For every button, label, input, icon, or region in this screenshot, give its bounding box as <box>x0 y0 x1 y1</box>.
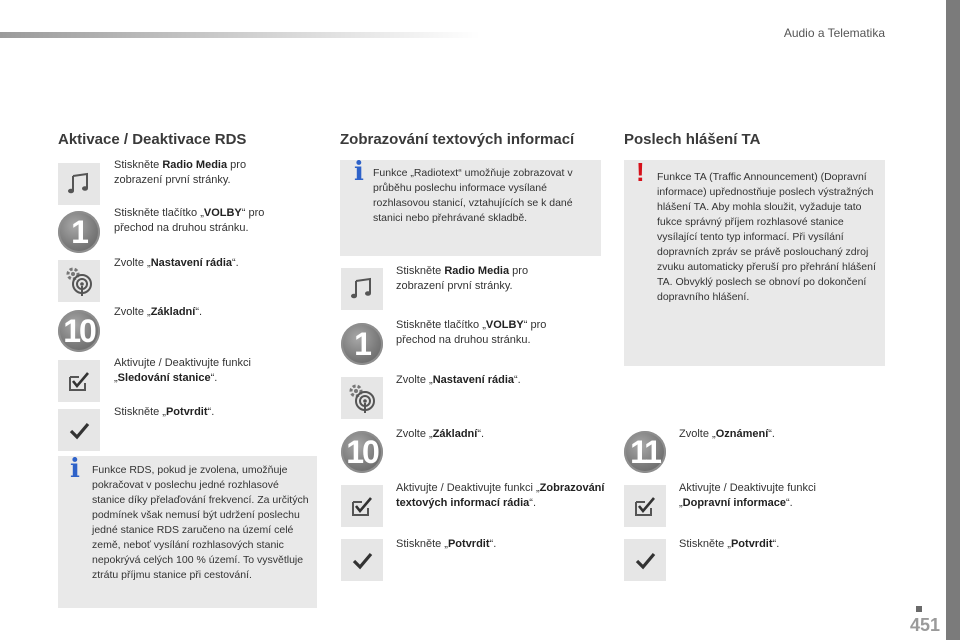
checkmark-icon <box>58 409 100 451</box>
checkbox-icon <box>341 485 383 527</box>
radio-settings-icon <box>341 377 383 419</box>
music-note-icon <box>341 268 383 310</box>
step-badge: 10 <box>58 310 100 352</box>
radio-settings-icon <box>58 260 100 302</box>
checkmark-icon <box>624 539 666 581</box>
checkbox-icon <box>624 485 666 527</box>
page-marker <box>916 606 922 612</box>
col1-step5-text: Aktivujte / Deaktivujte funkci „Sledování stanice“. <box>114 357 251 384</box>
page-edge-strip <box>946 0 960 640</box>
col3-step3-text: Stiskněte „Potvrdit“. <box>679 538 780 550</box>
col3-warning-box <box>624 157 885 366</box>
col1-step4-text: Zvolte „Základní“. <box>114 306 203 318</box>
step-badge: 1 <box>58 211 100 253</box>
col2-title: Zobrazování textových informací <box>340 131 575 148</box>
info-icon: i <box>70 454 80 484</box>
col2-info-text: Funkce „Radiotext“ umožňuje zobrazovat v průběhu poslechu informace vysílané rozhlasovou stanicí, vztahujících se k dané stanici nebo přehrávané skladbě. <box>373 167 573 224</box>
music-note-icon <box>58 163 100 205</box>
checkbox-icon <box>58 360 100 402</box>
col3-title: Poslech hlášení TA <box>624 131 761 148</box>
col2-step1-text: Stiskněte Radio Media pro zobrazení první stránky. <box>396 265 529 292</box>
step-badge: 10 <box>341 431 383 473</box>
col2-step5-text: Aktivujte / Deaktivujte funkci „Zobrazování textových informací rádia“. <box>396 482 605 509</box>
col1-step3-text: Zvolte „Nastavení rádia“. <box>114 257 239 269</box>
col1-step1-text: Stiskněte Radio Media pro zobrazení první stránky. <box>114 159 247 186</box>
info-icon: i <box>354 157 364 187</box>
col1-info-box <box>58 456 317 608</box>
section-title: Audio a Telematika <box>783 26 885 40</box>
step-badge: 11 <box>624 431 666 473</box>
col2-step6-text: Stiskněte „Potvrdit“. <box>396 538 497 550</box>
col3-warning-text: Funkce TA (Traffic Announcement) (Dopravní informace) upřednostňuje poslech výstražných hlášení TA. Aby mohla sloužit, vyžaduje tato fukce správný příjem rozhlasové stanice vysílající tento typ informací. Při vysílání dopravních zpráv se právě poslouchaný zdroj zvuku automaticky přeruší pro přehrání hlášení TA. Obvyklý poslech se obnoví po dokončení dopravního hlášení. <box>657 171 876 303</box>
col3-step2-text: Aktivujte / Deaktivujte funkci „Dopravní informace“. <box>679 482 816 509</box>
col1-step6-text: Stiskněte „Potvrdit“. <box>114 406 215 418</box>
col2-info-box <box>340 157 601 256</box>
col3-step1-text: Zvolte „Oznámení“. <box>679 428 775 440</box>
col2-step2-text: Stiskněte tlačítko „VOLBY“ pro přechod na druhou stránku. <box>396 319 547 346</box>
col2-step3-text: Zvolte „Nastavení rádia“. <box>396 374 521 386</box>
col1-title: Aktivace / Deaktivace RDS <box>58 131 247 148</box>
warning-icon: ! <box>636 157 645 187</box>
checkmark-icon <box>341 539 383 581</box>
col1-step2-text: Stiskněte tlačítko „VOLBY“ pro přechod na druhou stránku. <box>114 207 265 234</box>
page-number: 451 <box>909 615 940 635</box>
header-bar <box>0 32 480 38</box>
col2-step4-text: Zvolte „Základní“. <box>396 428 485 440</box>
step-badge: 1 <box>341 323 383 365</box>
col1-info-text: Funkce RDS, pokud je zvolena, umožňuje pokračovat v poslechu jedné rozhlasové stanice díky přelaďování frekvencí. Za určitých podmínek však nemusí být udržení poslechu jedné stanice RDS zaručeno na území celé země, neboť vysílání rozhlasových stanic nepokrývá celých 100 % území. To vysvětluje ztrátu příjmu stanice při cestování. <box>92 464 309 581</box>
